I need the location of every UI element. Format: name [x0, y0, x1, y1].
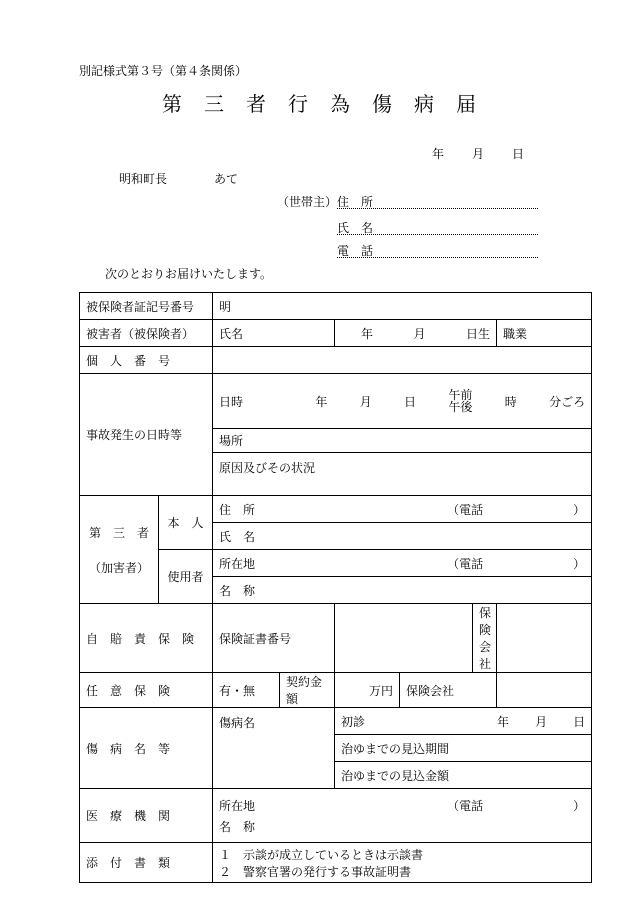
accident-cause-field[interactable]: 原因及びその状況 [213, 453, 592, 496]
applicant-address-label: 住 所 [337, 195, 374, 209]
date-month-label: 月 [472, 147, 485, 161]
voluntary-company-label: 保険会社 [400, 673, 497, 708]
recovery-period-field[interactable]: 治ゆまでの見込期間 [335, 735, 592, 762]
medical-institution-field[interactable]: 所在地 （電話 ） 名 称 [213, 789, 592, 843]
addressee: 明和町長 [119, 172, 168, 186]
voluntary-contract-amount-field[interactable]: 万円 [335, 673, 400, 708]
medical-institution-label: 医 療 機 関 [80, 789, 213, 843]
form-reference: 別記様式第３号（第４条関係） [79, 64, 248, 78]
third-party-label: 第 三 者 （加害者） [80, 496, 159, 604]
victim-job-field[interactable]: 職業 [497, 320, 592, 347]
employer-name-field[interactable]: 名 称 [213, 577, 592, 604]
personal-number-field[interactable] [213, 347, 592, 374]
applicant-name-field[interactable] [337, 234, 538, 235]
date-year-label: 年 [432, 147, 445, 161]
accident-datetime-field[interactable]: 日時 年 月 日 午前 午後 時 分ごろ [213, 374, 592, 429]
accident-label: 事故発生の日時等 [80, 374, 213, 496]
attachment-item: １ 示談が成立しているときは示談書 [219, 847, 424, 862]
victim-name-field[interactable]: 氏名 [213, 320, 335, 347]
injury-report-table [79, 292, 592, 883]
cali-company-field[interactable] [497, 604, 592, 673]
voluntary-contract-label: 契約金額 [280, 673, 335, 708]
insured-number-label: 被保険者証記号番号 [80, 293, 213, 320]
cali-company-label: 保険会社 [473, 604, 497, 673]
form-title: 第 三 者 行 為 傷 病 届 [162, 92, 477, 116]
victim-label: 被害者（被保険者） [80, 320, 213, 347]
third-party-name-field[interactable]: 氏 名 [213, 523, 592, 550]
intro-text: 次のとおりお届けいたします。 [105, 267, 273, 281]
voluntary-company-field[interactable] [497, 673, 592, 708]
first-visit-field[interactable]: 初診 年 月 日 [335, 708, 592, 735]
insured-number-field[interactable]: 明 [213, 293, 592, 320]
employer-location-field[interactable]: 所在地 （電話 ） [213, 550, 592, 577]
householder-label: （世帯主） [277, 195, 338, 209]
accident-place-field[interactable]: 場所 [213, 429, 592, 453]
cali-cert-number-field[interactable]: 保険証書番号 [213, 604, 335, 673]
date-day-label: 日 [512, 147, 525, 161]
injury-name-field[interactable]: 傷病名 [213, 708, 335, 789]
attachments-list [213, 843, 592, 883]
am-pm-selector[interactable]: 午前 午後 [448, 388, 473, 414]
addressee-suffix: あて [214, 172, 239, 186]
victim-birth-field[interactable]: 年 月 日生 [335, 320, 497, 347]
voluntary-label: 任 意 保 険 [80, 673, 213, 708]
attachments-label: 添 付 書 類 [80, 843, 213, 883]
third-party-self-label: 本 人 [159, 496, 213, 550]
applicant-address-field[interactable] [337, 208, 538, 209]
recovery-cost-field[interactable]: 治ゆまでの見込金額 [335, 762, 592, 789]
attachment-item: ２ 警察官署の発行する事故証明書 [219, 864, 412, 879]
applicant-phone-field[interactable] [337, 257, 538, 258]
third-party-employer-label: 使用者 [159, 550, 213, 604]
voluntary-yes-no[interactable]: 有・無 [213, 673, 280, 708]
injury-label: 傷 病 名 等 [80, 708, 213, 789]
applicant-name-label: 氏 名 [337, 221, 374, 235]
personal-number-label: 個 人 番 号 [80, 347, 213, 374]
cali-cert-number-value[interactable] [335, 604, 473, 673]
third-party-address-field[interactable]: 住 所 （電話 ） [213, 496, 592, 523]
cali-label: 自 賠 責 保 険 [80, 604, 213, 673]
applicant-phone-label: 電 話 [337, 244, 374, 258]
